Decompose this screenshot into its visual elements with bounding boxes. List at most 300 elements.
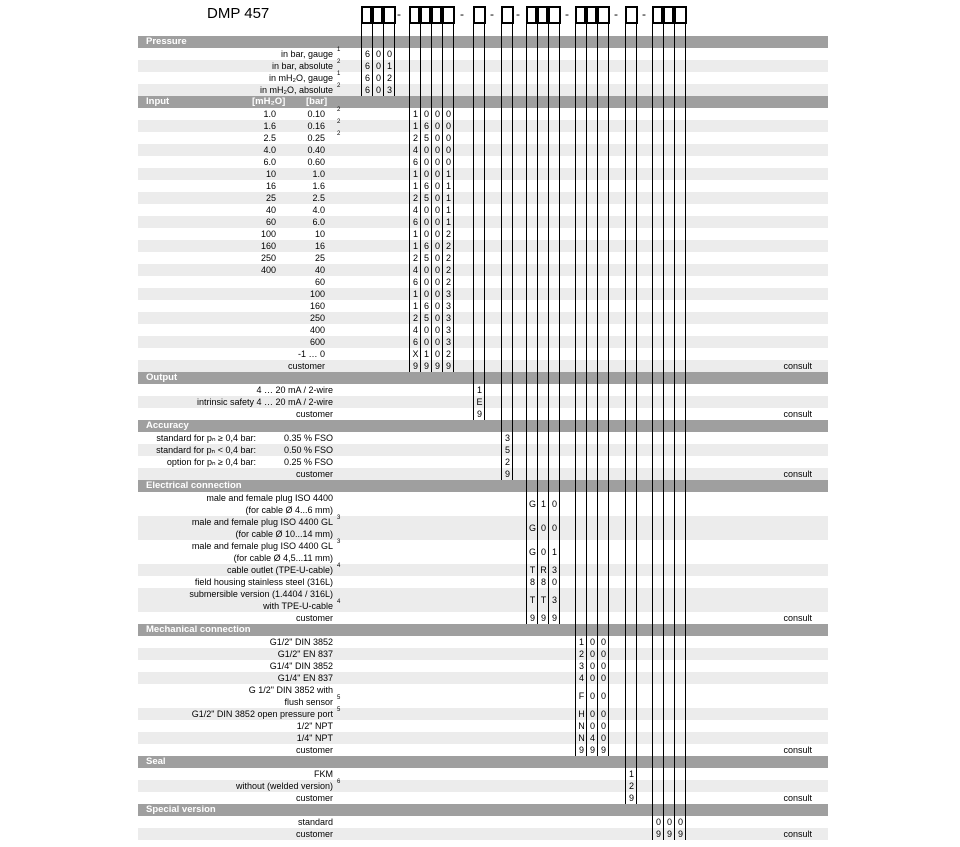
row-label: G1/2" DIN 3852 xyxy=(269,637,333,647)
row-label-line: (for cable Ø 10...14 mm) xyxy=(235,529,333,539)
code-separator: - xyxy=(460,7,464,21)
code-cell: 1 xyxy=(423,349,429,359)
row-label: G1/4" EN 837 xyxy=(277,673,333,683)
row-label: without (welded version) xyxy=(235,781,333,791)
code-cell: 0 xyxy=(445,121,451,131)
code-column-line xyxy=(636,24,637,804)
code-box xyxy=(409,6,420,24)
table-row xyxy=(138,408,828,420)
input-mh2o-value: 100 xyxy=(260,229,276,239)
table-row xyxy=(138,264,828,276)
row-label-line: (for cable Ø 4...6 mm) xyxy=(245,505,333,515)
code-cell: 0 xyxy=(423,145,429,155)
footnote-mark: 2 xyxy=(337,131,341,137)
table-row xyxy=(138,816,828,828)
accuracy-value: 0.50 % FSO xyxy=(283,445,333,455)
footnote-mark: 4 xyxy=(337,599,341,605)
code-cell: 6 xyxy=(412,217,418,227)
code-cell: 0 xyxy=(445,145,451,155)
code-cell: 4 xyxy=(578,673,584,683)
code-cell: 0 xyxy=(423,109,429,119)
code-cell: 6 xyxy=(412,337,418,347)
code-box xyxy=(652,6,663,24)
code-column-line xyxy=(652,24,653,840)
code-cell: 9 xyxy=(529,613,535,623)
code-column-line xyxy=(420,24,421,372)
code-cell: 3 xyxy=(578,661,584,671)
code-cell: 1 xyxy=(578,637,584,647)
code-box xyxy=(548,6,561,24)
footnote-mark: 1 xyxy=(337,47,341,53)
code-cell: 0 xyxy=(375,73,381,83)
footnote-mark: 3 xyxy=(337,515,341,521)
code-box xyxy=(575,6,586,24)
code-cell: 9 xyxy=(655,829,661,839)
table-row xyxy=(138,720,828,732)
accuracy-value: 0.35 % FSO xyxy=(283,433,333,443)
input-bar-value: 25 xyxy=(314,253,325,263)
input-bar-value: -1 … 0 xyxy=(297,349,325,359)
footnote-mark: 5 xyxy=(337,695,341,701)
table-row xyxy=(138,396,828,408)
input-mh2o-value: 250 xyxy=(260,253,276,263)
input-bar-value: 100 xyxy=(309,289,325,299)
footnote-mark: 3 xyxy=(337,539,341,545)
code-cell: 0 xyxy=(551,577,557,587)
code-cell: 1 xyxy=(445,205,451,215)
input-bar-value: 1.0 xyxy=(312,169,325,179)
row-label: customer xyxy=(295,829,333,839)
code-cell: T xyxy=(529,595,536,605)
code-cell: 9 xyxy=(589,745,595,755)
code-box xyxy=(442,6,455,24)
code-column-line xyxy=(372,24,373,96)
input-mh2o-value: 400 xyxy=(260,265,276,275)
row-label: customer xyxy=(295,793,333,803)
code-cell: 0 xyxy=(434,169,440,179)
code-cell: 3 xyxy=(445,325,451,335)
code-cell: 9 xyxy=(540,613,546,623)
table-row xyxy=(138,84,828,96)
code-cell: F xyxy=(578,691,585,701)
code-cell: 3 xyxy=(445,313,451,323)
code-cell: 0 xyxy=(434,157,440,167)
accuracy-condition: option for pₙ ≥ 0,4 bar: xyxy=(166,457,256,467)
code-cell: 1 xyxy=(476,385,482,395)
accuracy-condition: standard for pₙ ≥ 0,4 bar: xyxy=(156,433,256,443)
input-mh2o-value: 6.0 xyxy=(263,157,276,167)
code-cell: 0 xyxy=(375,61,381,71)
code-separator: - xyxy=(490,7,494,21)
footnote-mark: 4 xyxy=(337,563,341,569)
code-cell: 6 xyxy=(423,301,429,311)
code-cell: 2 xyxy=(445,277,451,287)
table-row xyxy=(138,492,828,516)
code-cell: 1 xyxy=(445,193,451,203)
code-cell: 1 xyxy=(412,121,418,131)
code-column-line xyxy=(394,24,395,96)
section-header xyxy=(138,372,828,384)
code-box xyxy=(663,6,674,24)
code-cell: 2 xyxy=(445,241,451,251)
code-cell: 0 xyxy=(655,817,661,827)
table-row xyxy=(138,156,828,168)
code-box xyxy=(420,6,431,24)
code-cell: 0 xyxy=(434,265,440,275)
code-cell: 0 xyxy=(434,337,440,347)
code-cell: 0 xyxy=(423,337,429,347)
input-mh2o-value: 40 xyxy=(265,205,276,215)
table-row xyxy=(138,792,828,804)
code-box xyxy=(372,6,383,24)
footnote-mark: 6 xyxy=(337,779,341,785)
code-column-line xyxy=(685,24,686,840)
table-row xyxy=(138,672,828,684)
code-cell: 4 xyxy=(589,733,595,743)
row-label: G1/4" DIN 3852 xyxy=(269,661,333,671)
code-cell: 0 xyxy=(434,229,440,239)
code-cell: 0 xyxy=(434,277,440,287)
code-cell: 0 xyxy=(589,661,595,671)
input-mh2o-value: 4.0 xyxy=(263,145,276,155)
code-cell: 0 xyxy=(445,109,451,119)
table-row xyxy=(138,120,828,132)
code-column-line xyxy=(409,24,410,372)
code-cell: 3 xyxy=(445,301,451,311)
code-separator: - xyxy=(516,7,520,21)
code-column-line xyxy=(526,24,527,624)
code-cell: 0 xyxy=(434,301,440,311)
code-cell: 4 xyxy=(412,265,418,275)
row-label-line: male and female plug ISO 4400 GL xyxy=(191,541,333,551)
input-bar-value: 250 xyxy=(309,313,325,323)
code-cell: 6 xyxy=(364,85,370,95)
table-row xyxy=(138,768,828,780)
input-bar-value: 6.0 xyxy=(312,217,325,227)
row-label-line: submersible version (1.4404 / 316L) xyxy=(189,589,333,599)
table-row xyxy=(138,588,828,612)
row-label: customer xyxy=(295,613,333,623)
code-cell: 0 xyxy=(423,169,429,179)
code-box xyxy=(586,6,597,24)
table-row xyxy=(138,456,828,468)
footnote-mark: 5 xyxy=(337,707,341,713)
footnote-mark: 2 xyxy=(337,107,341,113)
code-cell: 0 xyxy=(423,205,429,215)
code-cell: 2 xyxy=(412,313,418,323)
row-label-line: G 1/2" DIN 3852 with xyxy=(248,685,333,695)
section-title: Mechanical connection xyxy=(146,624,251,635)
code-cell: 0 xyxy=(434,121,440,131)
code-cell: 2 xyxy=(445,229,451,239)
input-bar-value: 0.10 xyxy=(307,109,325,119)
code-separator: - xyxy=(614,7,618,21)
code-cell: 9 xyxy=(551,613,557,623)
row-label: in mH₂O, absolute xyxy=(259,85,333,95)
code-cell: 0 xyxy=(423,325,429,335)
code-column-line xyxy=(575,24,576,756)
consult-note: consult xyxy=(783,409,812,419)
code-cell: 2 xyxy=(445,349,451,359)
code-cell: 9 xyxy=(445,361,451,371)
code-cell: 0 xyxy=(589,673,595,683)
code-cell: 1 xyxy=(412,241,418,251)
row-label: G1/2" DIN 3852 open pressure port xyxy=(191,709,333,719)
table-row xyxy=(138,576,828,588)
code-cell: 1 xyxy=(551,547,557,557)
code-cell: 1 xyxy=(445,169,451,179)
code-cell: 0 xyxy=(540,523,546,533)
code-cell: 0 xyxy=(434,109,440,119)
code-column-line xyxy=(442,24,443,372)
code-cell: 2 xyxy=(386,73,392,83)
row-label: customer xyxy=(295,469,333,479)
code-cell: 1 xyxy=(386,61,392,71)
code-cell: 0 xyxy=(434,289,440,299)
code-separator: - xyxy=(642,7,646,21)
row-label: FKM xyxy=(314,769,333,779)
section-header xyxy=(138,804,828,816)
table-row xyxy=(138,336,828,348)
row-label: in bar, absolute xyxy=(271,61,333,71)
code-cell: 2 xyxy=(445,265,451,275)
code-column-line xyxy=(501,24,502,480)
input-mh2o-value: 60 xyxy=(265,217,276,227)
code-cell: 5 xyxy=(423,133,429,143)
code-cell: 4 xyxy=(412,205,418,215)
code-column-line xyxy=(608,24,609,756)
code-column-line xyxy=(383,24,384,96)
row-label-line: flush sensor xyxy=(284,697,333,707)
code-cell: 1 xyxy=(412,109,418,119)
code-cell: 0 xyxy=(434,205,440,215)
code-cell: 0 xyxy=(589,649,595,659)
row-label: customer xyxy=(295,745,333,755)
code-separator: - xyxy=(565,7,569,21)
code-cell: 9 xyxy=(504,469,510,479)
consult-note: consult xyxy=(783,793,812,803)
input-mh2o-value: 16 xyxy=(265,181,276,191)
code-cell: T xyxy=(540,595,547,605)
code-cell: 6 xyxy=(412,277,418,287)
section-header xyxy=(138,420,828,432)
table-row xyxy=(138,312,828,324)
code-column-line xyxy=(625,24,626,804)
code-cell: 5 xyxy=(423,193,429,203)
code-box xyxy=(473,6,486,24)
table-row xyxy=(138,324,828,336)
consult-note: consult xyxy=(783,745,812,755)
code-cell: 0 xyxy=(434,193,440,203)
row-label: 1/2" NPT xyxy=(296,721,333,731)
code-cell: 1 xyxy=(412,229,418,239)
table-row xyxy=(138,288,828,300)
footnote-mark: 2 xyxy=(337,83,341,89)
table-row xyxy=(138,516,828,540)
code-cell: 1 xyxy=(412,301,418,311)
code-box xyxy=(501,6,514,24)
footnote-mark: 1 xyxy=(337,71,341,77)
consult-note: consult xyxy=(783,613,812,623)
code-cell: 0 xyxy=(434,217,440,227)
table-row xyxy=(138,72,828,84)
code-column-line xyxy=(431,24,432,372)
code-cell: 0 xyxy=(423,157,429,167)
code-cell: 9 xyxy=(423,361,429,371)
code-cell: 5 xyxy=(423,313,429,323)
code-cell: G xyxy=(528,547,536,557)
table-row xyxy=(138,660,828,672)
code-cell: 0 xyxy=(600,661,606,671)
code-column-line xyxy=(512,24,513,480)
code-column-line xyxy=(453,24,454,372)
table-row xyxy=(138,252,828,264)
section-title: Special version xyxy=(146,804,216,815)
code-cell: 1 xyxy=(445,217,451,227)
table-row xyxy=(138,540,828,564)
input-bar-value: 16 xyxy=(314,241,325,251)
code-cell: 0 xyxy=(423,265,429,275)
table-row xyxy=(138,348,828,360)
code-cell: E xyxy=(476,397,483,407)
code-cell: 0 xyxy=(589,637,595,647)
section-title: Accuracy xyxy=(146,420,189,431)
code-cell: 8 xyxy=(529,577,535,587)
table-row xyxy=(138,48,828,60)
code-cell: 0 xyxy=(600,649,606,659)
table-row xyxy=(138,180,828,192)
code-cell: 9 xyxy=(412,361,418,371)
code-cell: 0 xyxy=(677,817,683,827)
code-cell: 9 xyxy=(476,409,482,419)
table-row xyxy=(138,708,828,720)
table-row xyxy=(138,636,828,648)
code-cell: 0 xyxy=(434,145,440,155)
row-label: standard xyxy=(297,817,333,827)
input-bar-value: 0.16 xyxy=(307,121,325,131)
code-cell: 0 xyxy=(445,133,451,143)
table-row xyxy=(138,780,828,792)
code-cell: 9 xyxy=(628,793,634,803)
code-cell: 0 xyxy=(551,499,557,509)
code-cell: 5 xyxy=(423,253,429,263)
input-bar-value: 0.40 xyxy=(307,145,325,155)
code-box xyxy=(431,6,442,24)
row-label: intrinsic safety 4 … 20 mA / 2-wire xyxy=(196,397,333,407)
input-mh2o-value: 25 xyxy=(265,193,276,203)
code-separator: - xyxy=(397,7,401,21)
code-column-line xyxy=(548,24,549,624)
code-cell: 0 xyxy=(540,547,546,557)
code-cell: 1 xyxy=(445,181,451,191)
code-cell: 2 xyxy=(412,193,418,203)
order-code-scheme xyxy=(0,0,960,28)
code-cell: 3 xyxy=(386,85,392,95)
code-cell: 1 xyxy=(628,769,634,779)
code-column-line xyxy=(674,24,675,840)
table-row xyxy=(138,684,828,708)
row-label: 4 … 20 mA / 2-wire xyxy=(256,385,333,395)
code-cell: 0 xyxy=(600,709,606,719)
code-cell: 0 xyxy=(434,241,440,251)
code-cell: 1 xyxy=(412,289,418,299)
code-column-line xyxy=(473,24,474,420)
code-cell: N xyxy=(578,733,585,743)
code-cell: G xyxy=(528,523,536,533)
table-row xyxy=(138,108,828,120)
code-cell: 6 xyxy=(364,73,370,83)
section-title: Output xyxy=(146,372,178,383)
code-cell: 1 xyxy=(540,499,546,509)
table-row xyxy=(138,132,828,144)
input-bar-value: 2.5 xyxy=(312,193,325,203)
code-cell: 3 xyxy=(445,337,451,347)
code-cell: 0 xyxy=(434,253,440,263)
row-label-line: (for cable Ø 4,5...11 mm) xyxy=(233,553,333,563)
input-bar-value: 600 xyxy=(309,337,325,347)
code-cell: 0 xyxy=(434,349,440,359)
code-cell: 9 xyxy=(666,829,672,839)
code-cell: 0 xyxy=(589,709,595,719)
code-box xyxy=(383,6,396,24)
column-header: [bar] xyxy=(306,96,328,107)
code-column-line xyxy=(597,24,598,756)
code-cell: 0 xyxy=(445,157,451,167)
code-cell: 0 xyxy=(600,733,606,743)
input-bar-value: 400 xyxy=(309,325,325,335)
table-row xyxy=(138,384,828,396)
input-mh2o-value: 2.5 xyxy=(263,133,276,143)
code-cell: 3 xyxy=(504,433,510,443)
code-cell: H xyxy=(578,709,585,719)
table-row xyxy=(138,444,828,456)
row-label: G1/2" EN 837 xyxy=(277,649,333,659)
code-cell: 0 xyxy=(375,49,381,59)
code-cell: 0 xyxy=(551,523,557,533)
section-header xyxy=(138,96,828,108)
code-cell: 0 xyxy=(434,181,440,191)
section-header xyxy=(138,756,828,768)
row-label: 1/4" NPT xyxy=(296,733,333,743)
footnote-mark: 2 xyxy=(337,119,341,125)
code-cell: N xyxy=(578,721,585,731)
code-box xyxy=(674,6,687,24)
code-cell: 1 xyxy=(412,169,418,179)
input-mh2o-value: 10 xyxy=(265,169,276,179)
table-row xyxy=(138,240,828,252)
code-cell: 0 xyxy=(423,217,429,227)
footnote-mark: 2 xyxy=(337,59,341,65)
code-cell: 3 xyxy=(445,289,451,299)
code-column-line xyxy=(537,24,538,624)
accuracy-value: 0.25 % FSO xyxy=(283,457,333,467)
code-cell: 2 xyxy=(628,781,634,791)
section-title: Input xyxy=(146,96,170,107)
table-row xyxy=(138,204,828,216)
input-bar-value: 10 xyxy=(314,229,325,239)
code-cell: 6 xyxy=(364,49,370,59)
code-column-line xyxy=(484,24,485,420)
input-mh2o-value: 1.6 xyxy=(263,121,276,131)
code-cell: 6 xyxy=(412,157,418,167)
code-cell: 0 xyxy=(423,229,429,239)
input-bar-value: 60 xyxy=(314,277,325,287)
consult-note: consult xyxy=(783,469,812,479)
code-cell: 0 xyxy=(666,817,672,827)
input-bar-value: 0.25 xyxy=(307,133,325,143)
table-row xyxy=(138,168,828,180)
row-label: field housing stainless steel (316L) xyxy=(194,577,333,587)
